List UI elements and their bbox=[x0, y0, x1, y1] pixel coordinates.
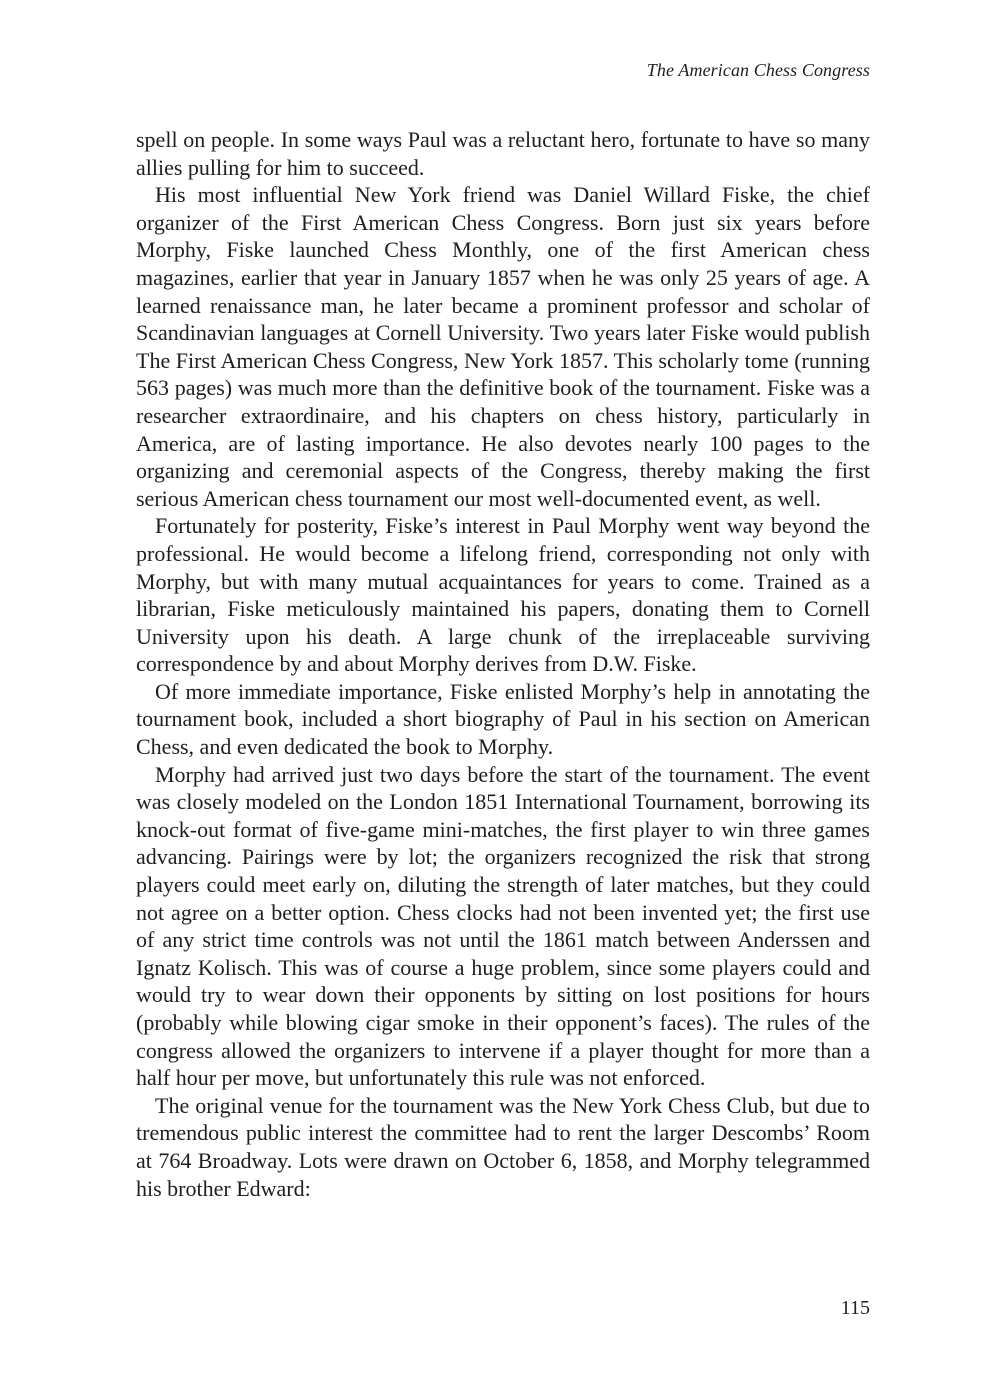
paragraph-tournament-format: Morphy had arrived just two days before the start of the tournament. The event was closely modeled on the London 1851 International Tournament, borrowing its knock-out format of five-game mini-matches, the first player to win three games advancing. Pairings were by lot; the organizers recognized the risk that strong players could meet early on, diluting the strength of later matches, but they could not agree on a better option. Chess clocks had not been invented yet; the first use of any strict time controls was not until the 1861 match between Anderssen and Ignatz Kolisch. This was of course a huge problem, since some players could and would try to wear down their opponents by sitting on lost positions for hours (probably while blowing cigar smoke in their opponent’s faces). The rules of the congress allowed the organizers to intervene if a player thought for more than a half hour per move, but unfortunately this rule was not enforced. bbox=[136, 761, 870, 1091]
paragraph-fiske-friendship: Fortunately for posterity, Fiske’s interest in Paul Morphy went way beyond the professional. He would become a lifelong friend, corresponding not only with Morphy, but with many mutual acquaintances for years to come. Trained as a librarian, Fiske meticulously maintained his papers, donating them to Cornell University upon his death. A large chunk of the irreplaceable surviving correspondence by and about Morphy derives from D.W. Fiske. bbox=[136, 513, 870, 677]
paragraph-tournament-book: Of more immediate importance, Fiske enlisted Morphy’s help in annotating the tournament book, included a short biography of Paul in his section on American Chess, and even dedicated the book to Morphy. bbox=[136, 678, 870, 760]
paragraph-continued: spell on people. In some ways Paul was a reluctant hero, fortunate to have so many allies pulling for him to succeed. bbox=[136, 127, 870, 180]
running-head: The American Chess Congress bbox=[646, 60, 870, 80]
page-number: 115 bbox=[840, 1297, 870, 1319]
paragraph-fiske-intro: His most influential New York friend was Daniel Willard Fiske, the chief organizer of the First American Chess Congress. Born just six years before Morphy, Fiske launched Chess Monthly, one of the first American chess magazines, earlier that year in January 1857 when he was only 25 years of age. A learned renaissance man, he later became a prominent professor and scholar of Scandinavian languages at Cornell University. Two years later Fiske would publish The First American Chess Congress, New York 1857. This scholarly tome (running 563 pages) was much more than the definitive book of the tournament. Fiske was a researcher extraordinaire, and his chapters on chess history, particularly in America, are of lasting importance. He also devotes nearly 100 pages to the organizing and ceremonial aspects of the Congress, thereby making the first serious American chess tournament our most well-documented event, as well. bbox=[136, 182, 870, 511]
body-text bbox=[136, 126, 870, 1202]
paragraph-venue: The original venue for the tournament was the New York Chess Club, but due to tremendous public interest the committee had to rent the larger Descombs’ Room at 764 Broadway. Lots were drawn on October 6, 1858, and Morphy telegrammed his brother Edward: bbox=[136, 1092, 870, 1201]
